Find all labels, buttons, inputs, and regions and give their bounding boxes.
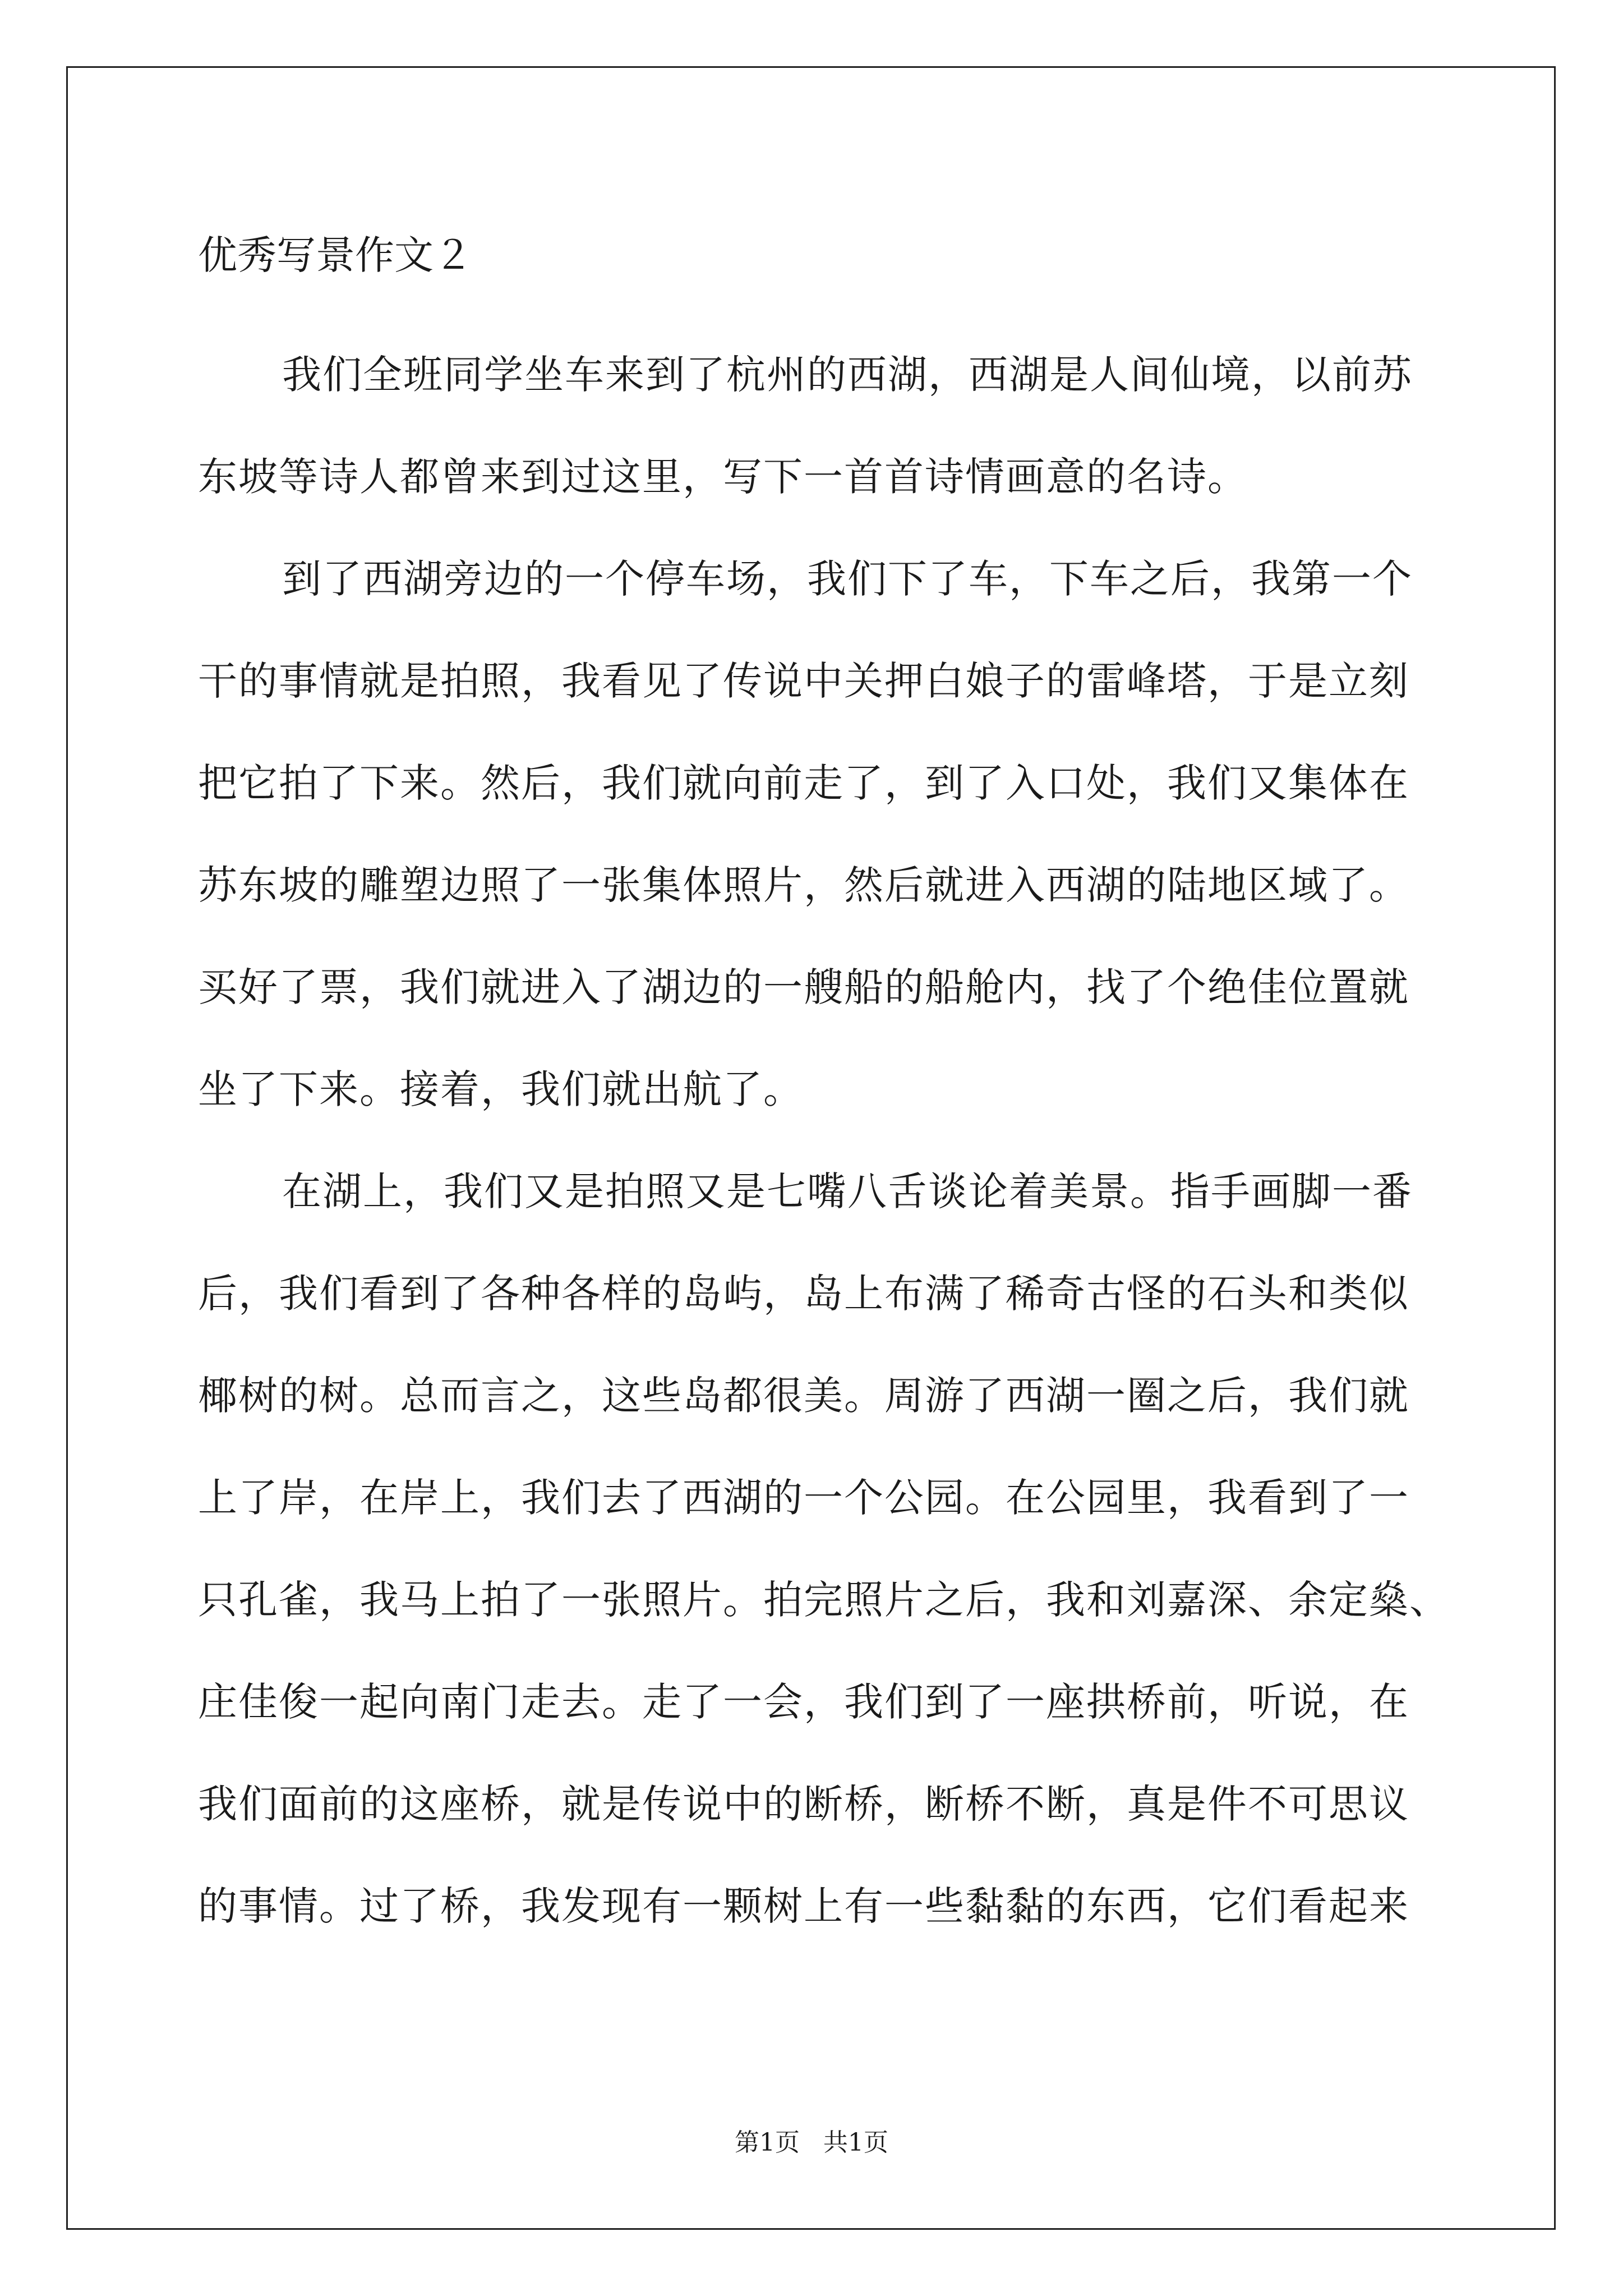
paragraph-3-line-6: 庄佳俊一起向南门走去。走了一会，我们到了一座拱桥前，听说，在 <box>198 1679 1409 1725</box>
paragraph-2-line-6: 坐了下来。接着，我们就出航了。 <box>198 1066 804 1112</box>
paragraph-2-line-5: 买好了票，我们就进入了湖边的一艘船的船舱内，找了个绝佳位置就 <box>198 964 1409 1010</box>
paragraph-3-line-2: 后，我们看到了各种各样的岛屿，岛上布满了稀奇古怪的石头和类似 <box>198 1271 1409 1317</box>
paragraph-3-line-4: 上了岸，在岸上，我们去了西湖的一个公园。在公园里，我看到了一 <box>198 1475 1409 1521</box>
paragraph-3-line-3: 椰树的树。总而言之，这些岛都很美。周游了西湖一圈之后，我们就 <box>198 1373 1409 1419</box>
paragraph-1-line-1: 我们全班同学坐车来到了杭州的西湖，西湖是人间仙境，以前苏 <box>282 352 1413 398</box>
paragraph-3-line-1: 在湖上，我们又是拍照又是七嘴八舌谈论着美景。指手画脚一番 <box>282 1168 1413 1214</box>
document-title: 优秀写景作文２ <box>198 232 473 278</box>
paragraph-2-line-4: 苏东坡的雕塑边照了一张集体照片，然后就进入西湖的陆地区域了。 <box>198 862 1409 908</box>
paragraph-1-line-2: 东坡等诗人都曾来到过这里，写下一首首诗情画意的名诗。 <box>198 454 1248 500</box>
paragraph-2-line-1: 到了西湖旁边的一个停车场，我们下了车，下车之后，我第一个 <box>282 556 1413 602</box>
paragraph-3-line-8: 的事情。过了桥，我发现有一颗树上有一些黏黏的东西，它们看起来 <box>198 1883 1409 1929</box>
page-number-footer: 第1页 共1页 <box>735 2128 888 2157</box>
paragraph-3-line-7: 我们面前的这座桥，就是传说中的断桥，断桥不断，真是件不可思议 <box>198 1781 1409 1827</box>
paragraph-2-line-2: 干的事情就是拍照，我看见了传说中关押白娘子的雷峰塔，于是立刻 <box>198 658 1409 704</box>
paragraph-2-line-3: 把它拍了下来。然后，我们就向前走了，到了入口处，我们又集体在 <box>198 760 1409 806</box>
paragraph-3-line-5: 只孔雀，我马上拍了一张照片。拍完照片之后，我和刘嘉深、余定燊、 <box>198 1577 1450 1623</box>
document-body <box>198 222 1450 1957</box>
